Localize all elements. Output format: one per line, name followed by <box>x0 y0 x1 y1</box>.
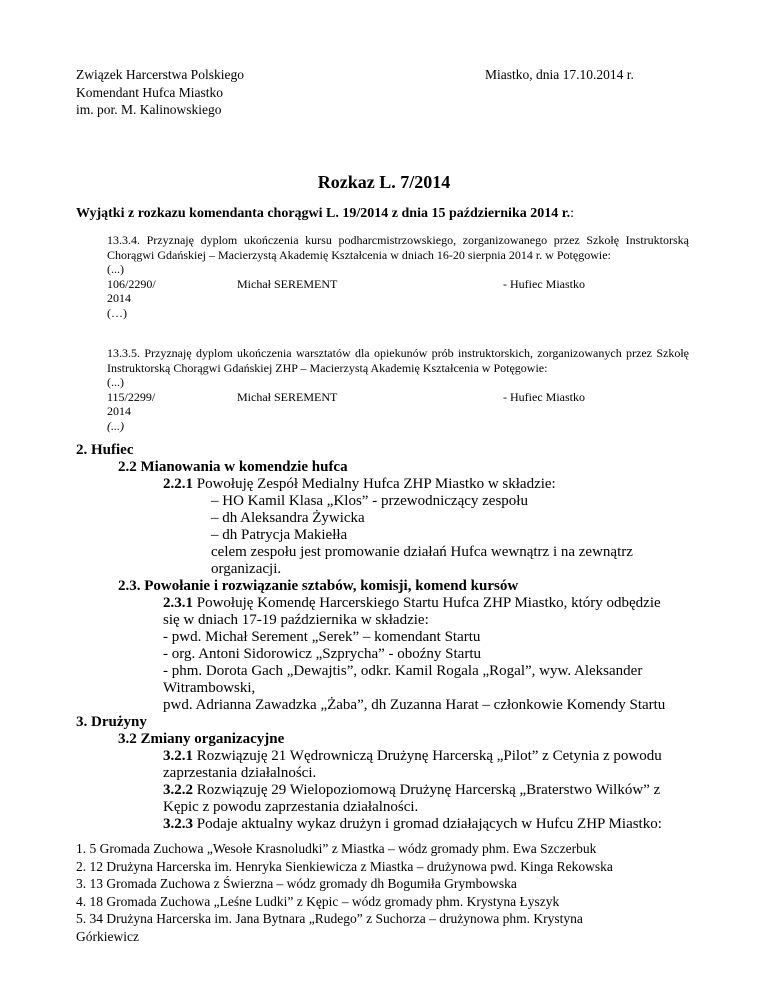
ellipsis: (...) <box>107 418 124 433</box>
item-text: Rozwiązuję 21 Wędrowniczą Drużynę Harcerską „Pilot” z Cetynia z powodu <box>193 748 662 764</box>
item-2-2-1 <box>163 476 556 493</box>
excerpt-2-text: 13.3.5. Przyznaję dyplom ukończenia warsztatów dla opiekunów prób instruktorskich, zorganizowanych przez Szkołę Instruktorską Chorągwi Gdańskiej ZHP – Macierzystą Akademię Kształcenia w Potęgowie: <box>107 346 689 375</box>
document-title: Rozkaz L. 7/2014 <box>317 172 451 192</box>
item-2-3-1 <box>163 595 661 612</box>
item-text-line: zaprzestania działalności. <box>163 765 317 781</box>
award-number: 106/2290/ <box>107 276 156 291</box>
item-3-2-1 <box>163 748 662 765</box>
section-2-2-heading: 2.2 Mianowania w komendzie hufca <box>118 459 348 475</box>
excerpt-1-text: 13.3.4. Przyznaję dyplom ukończenia kursu podharcmistrzowskiego, zorganizowanego przez Szkołę Instruktorską Chorągwi Gdańskiej – Macierzystą Akademię Kształcenia w dniach 16-20 sierpnia 2014 r. w Potęgowie: <box>107 233 689 262</box>
list-item: 2. 12 Drużyna Harcerska im. Henryka Sienkiewicza z Miastka – drużynowa pwd. Kinga Rekowska <box>76 858 613 874</box>
org-line: im. por. M. Kalinowskiego <box>76 102 222 117</box>
ellipsis: (…) <box>107 305 127 320</box>
member-line: Witrambowski, <box>163 680 256 696</box>
subtitle-bold: Wyjątki z rozkazu komendanta chorągwi L. 19/2014 z dnia 15 października 2014 r. <box>76 206 571 221</box>
list-item: 4. 18 Gromada Zuchowa „Leśne Ludki” z Kępic – wódz gromady phm. Krystyna Łyszyk <box>76 893 560 909</box>
member-line: pwd. Adrianna Zawadzka „Żaba”, dh Zuzanna Harat – członkowie Komendy Startu <box>163 697 666 713</box>
member-line: - org. Antoni Sidorowicz „Szprycha” - oboźny Startu <box>163 646 481 662</box>
section-3-heading: 3. Drużyny <box>76 714 147 730</box>
list-item: 1. 5 Gromada Zuchowa „Wesołe Krasnoludki” z Miastka – wódz gromady phm. Ewa Szczerbuk <box>76 841 597 856</box>
item-3-2-3 <box>163 816 662 833</box>
section-2-3-heading: 2.3. Powołanie i rozwiązanie sztabów, komisji, komend kursów <box>118 578 519 594</box>
item-text-line: Kępic z powodu zaprzestania działalności. <box>163 799 419 815</box>
item-text: Podaje aktualny wykaz drużyn i gromad działających w Hufcu ZHP Miastko: <box>193 816 662 832</box>
award-row <box>107 390 689 405</box>
goal-line: organizacji. <box>211 561 282 577</box>
item-text: Powołuję Komendę Harcerskiego Startu Hufca ZHP Miastko, który odbędzie <box>193 595 661 611</box>
member-line: – HO Kamil Klasa „Klos” - przewodniczący zespołu <box>211 493 528 509</box>
section-3-2-heading: 3.2 Zmiany organizacyjne <box>118 731 285 747</box>
excerpt-2 <box>107 346 689 433</box>
list-item: 5. 34 Drużyna Harcerska im. Jana Bytnara „Rudego” z Suchorza – drużynowa phm. Krystyna <box>76 911 583 926</box>
member-line: - pwd. Michał Serement „Serek” – komendant Startu <box>163 629 481 645</box>
item-number: 3.2.1 <box>163 748 193 764</box>
item-number: 2.2.1 <box>163 476 193 492</box>
item-text: Powołuję Zespół Medialny Hufca ZHP Miastko w składzie: <box>193 476 556 492</box>
member-line: – dh Aleksandra Żywicka <box>211 510 365 526</box>
award-name: Michał SEREMENT <box>237 276 338 291</box>
item-text-line: się w dniach 17-19 października w składzie: <box>163 612 429 628</box>
subtitle-tail: : <box>570 206 575 221</box>
place-date: Miastko, dnia 17.10.2014 r. <box>485 67 634 82</box>
org-line: Komendant Hufca Miastko <box>76 84 223 100</box>
award-unit: - Hufiec Miastko <box>503 276 585 291</box>
award-number-year: 2014 <box>107 291 131 305</box>
member-line: - phm. Dorota Gach „Dewajtis”, odkr. Kamil Rogala „Rogal”, wyw. Aleksander <box>163 663 643 679</box>
list-item: Górkiewicz <box>76 928 139 944</box>
award-row <box>107 277 689 292</box>
item-number: 3.2.3 <box>163 816 193 832</box>
award-unit: - Hufiec Miastko <box>503 389 585 404</box>
award-number-year: 2014 <box>107 404 131 418</box>
award-number: 115/2299/ <box>107 389 156 404</box>
item-number: 2.3.1 <box>163 595 193 611</box>
item-text: Rozwiązuję 29 Wielopoziomową Drużynę Harcerską „Braterstwo Wilków” z <box>193 782 661 798</box>
member-line: – dh Patrycja Makiełła <box>211 527 348 543</box>
ellipsis: (...) <box>107 375 124 389</box>
award-name: Michał SEREMENT <box>237 389 338 404</box>
unit-list <box>76 840 613 945</box>
org-line: Związek Harcerstwa Polskiego <box>76 67 244 82</box>
section-2-heading: 2. Hufiec <box>76 442 134 458</box>
goal-line: celem zespołu jest promowanie działań Hufca wewnątrz i na zewnątrz <box>211 544 633 560</box>
item-number: 3.2.2 <box>163 782 193 798</box>
excerpt-1 <box>107 233 689 320</box>
organization-header <box>76 67 244 120</box>
ellipsis: (...) <box>107 262 124 276</box>
item-3-2-2 <box>163 782 660 799</box>
document-subtitle <box>76 206 574 222</box>
list-item: 3. 13 Gromada Zuchowa z Świerzna – wódz gromady dh Bogumiła Grymbowska <box>76 876 517 891</box>
